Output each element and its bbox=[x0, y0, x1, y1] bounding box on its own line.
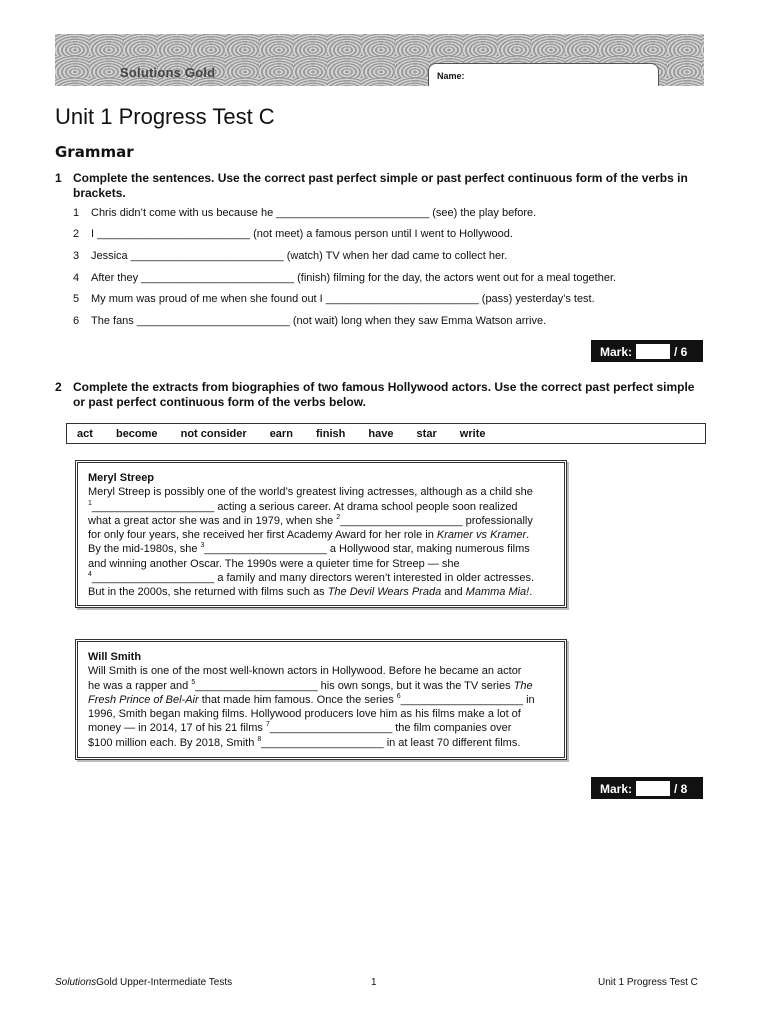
mark-total: / 8 bbox=[674, 782, 688, 796]
page-title: Unit 1 Progress Test C bbox=[55, 104, 275, 129]
word: have bbox=[368, 428, 394, 440]
section-heading: Grammar bbox=[55, 143, 134, 161]
bio-heading: Will Smith bbox=[88, 651, 142, 663]
bio-line: 1996, Smith began making films. Hollywood producers love him as his films make a lot of bbox=[88, 708, 521, 721]
word: not consider bbox=[180, 428, 247, 440]
bio-line: By the mid-1980s, she $^3$____________________ a Hollywood star, making numerous films bbox=[88, 542, 530, 556]
list-item bbox=[73, 271, 703, 285]
word-box bbox=[66, 423, 706, 444]
bio-line: Will Smith is one of the most well-known actors in Hollywood. Before he became an actor bbox=[88, 665, 522, 678]
item-number: 6 bbox=[73, 315, 80, 327]
gap-number: 7 bbox=[265, 721, 270, 729]
bio-line: But in the 2000s, she returned with films such as The Devil Wears Prada and Mamma Mia!. bbox=[88, 586, 533, 599]
gap-number: 8 bbox=[257, 735, 262, 743]
word: become bbox=[115, 428, 158, 440]
task-text: Complete the extracts from biographies of two famous Hollywood actors. Use the correct past perfect simple or past perfect continuous form of the verbs below. bbox=[73, 380, 695, 409]
bio-meryl-streep bbox=[75, 460, 567, 608]
name-label: Name: bbox=[437, 71, 465, 81]
item-number: 4 bbox=[73, 272, 80, 284]
item-number: 5 bbox=[73, 293, 80, 305]
item-text: Jessica _________________________ (watch) TV when her dad came to collect her. bbox=[91, 250, 508, 262]
footer-left: SolutionsGold Upper-Intermediate Tests bbox=[55, 977, 233, 988]
bio-line: Fresh Prince of Bel-Air that made him famous. Once the series $^6$____________________ in bbox=[88, 692, 535, 706]
gap-number: 2 bbox=[336, 513, 341, 521]
item-text: The fans _________________________ (not wait) long when they saw Emma Watson arrive. bbox=[91, 315, 547, 327]
mark-box bbox=[591, 777, 703, 799]
item-text: Chris didn’t come with us because he _________________________ (see) the play before. bbox=[91, 207, 537, 219]
list-item bbox=[73, 314, 703, 328]
gap-number: 3 bbox=[200, 542, 205, 550]
bio-line: $^1$____________________ acting a serious career. At drama school people soon realized bbox=[88, 499, 518, 513]
gap-number: 4 bbox=[88, 571, 92, 579]
word: finish bbox=[316, 428, 346, 440]
list-item bbox=[73, 206, 703, 220]
bio-line: for only four years, she received her first Academy Award for her role in Kramer vs Kramer. bbox=[88, 529, 530, 542]
bio-line: and winning another Oscar. The 1990s were a quieter time for Streep — she bbox=[88, 557, 460, 570]
item-number: 1 bbox=[73, 207, 80, 219]
list-item bbox=[73, 292, 703, 306]
item-text: After they _________________________ (finish) filming for the day, the actors went out for a meal together. bbox=[91, 272, 617, 284]
item-number: 3 bbox=[73, 250, 80, 262]
bio-will-smith bbox=[75, 639, 567, 760]
bio-line: $^4$____________________ a family and many directors weren’t interested in older actresses. bbox=[88, 571, 535, 585]
brand-logo: Solutions Gold bbox=[120, 65, 216, 80]
mark-label: Mark: bbox=[600, 345, 633, 359]
bio-line: money — in 2014, 17 of his 21 films $^7$____________________ the film companies over bbox=[88, 721, 512, 735]
gap-number: 5 bbox=[191, 678, 196, 686]
mark-box bbox=[591, 340, 703, 362]
mark-input[interactable] bbox=[636, 781, 670, 797]
task-number: 1 bbox=[55, 171, 62, 185]
bio-line: he was a rapper and $^5$____________________ his own songs, but it was the TV series The bbox=[88, 678, 533, 692]
footer-right: Unit 1 Progress Test C bbox=[598, 977, 698, 988]
item-text: I _________________________ (not meet) a famous person until I went to Hollywood. bbox=[91, 228, 513, 240]
word: star bbox=[416, 428, 437, 440]
item-number: 2 bbox=[73, 228, 80, 240]
item-text: My mum was proud of me when she found out I _________________________ (pass) yesterday’s test. bbox=[91, 293, 595, 305]
mark-total: / 6 bbox=[674, 345, 688, 359]
word: write bbox=[459, 428, 486, 440]
bio-line: what a great actor she was and in 1979, when she $^2$____________________ professionally bbox=[88, 513, 533, 527]
mark-label: Mark: bbox=[600, 782, 633, 796]
bio-line: Meryl Streep is possibly one of the world’s greatest living actresses, although as a child she bbox=[88, 486, 533, 499]
list-item bbox=[73, 249, 703, 263]
bio-heading: Meryl Streep bbox=[88, 472, 155, 484]
gap-number: 1 bbox=[88, 499, 92, 507]
task-text: Complete the sentences. Use the correct past perfect simple or past perfect continuous form of the verbs in brackets. bbox=[73, 171, 688, 200]
gap-number: 6 bbox=[396, 692, 401, 700]
mark-input[interactable] bbox=[636, 344, 670, 360]
task-number: 2 bbox=[55, 380, 62, 394]
word: act bbox=[77, 428, 93, 440]
page-number: 1 bbox=[371, 977, 377, 988]
word: earn bbox=[269, 428, 293, 440]
bio-line: $100 million each. By 2018, Smith $^8$____________________ in at least 70 different films. bbox=[88, 735, 521, 749]
list-item bbox=[73, 227, 703, 241]
name-field[interactable] bbox=[428, 63, 659, 86]
